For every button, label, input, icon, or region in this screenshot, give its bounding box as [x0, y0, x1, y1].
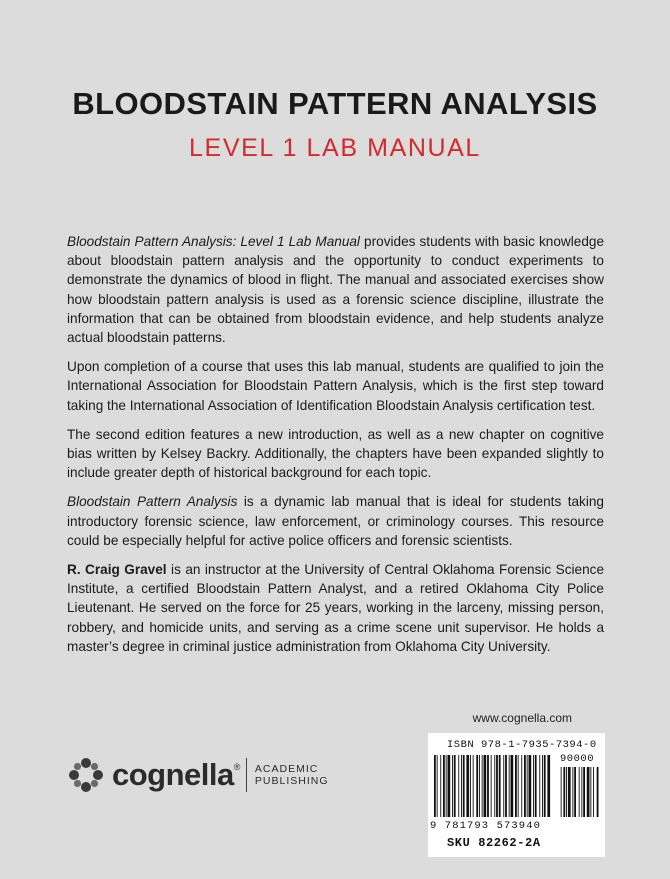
barcode-bar — [544, 755, 546, 817]
barcode-bar — [505, 755, 507, 817]
addon-bar — [574, 767, 576, 817]
barcode-bar — [482, 755, 483, 817]
author-name: R. Craig Gravel — [67, 562, 167, 578]
addon-bar — [597, 767, 599, 817]
addon-bar — [572, 767, 573, 817]
barcode-bar — [529, 755, 532, 817]
addon-number: 90000 — [560, 753, 595, 765]
addon-bar — [566, 767, 567, 817]
isbn-text: ISBN 978-1-7935-7394-0 — [447, 739, 597, 751]
publisher-logo — [66, 755, 329, 795]
barcode-bar — [521, 755, 522, 817]
barcode-bar — [487, 755, 489, 817]
barcode-bar — [496, 755, 498, 817]
barcode-bar — [547, 755, 550, 817]
book-subtitle: LEVEL 1 LAB MANUAL — [189, 134, 481, 162]
barcode-bar — [509, 755, 510, 817]
imprint — [255, 763, 329, 787]
barcode-bar — [494, 755, 495, 817]
cognella-flower-icon — [66, 755, 106, 795]
barcode-bar — [515, 755, 517, 817]
barcode-bar — [452, 755, 453, 817]
paragraph-1 — [67, 232, 604, 347]
barcode-bar — [458, 755, 459, 817]
book-title-italic: Bloodstain Pattern Analysis: Level 1 Lab Manual — [67, 234, 360, 249]
book-title-italic-2: Bloodstain Pattern Analysis — [67, 494, 238, 510]
addon-bar — [583, 767, 585, 817]
paragraph-4 — [67, 492, 604, 550]
barcode-bar — [533, 755, 534, 817]
barcode-bar — [463, 755, 465, 817]
barcode-bar — [539, 755, 540, 817]
barcode-bar — [542, 755, 543, 817]
barcode-bar — [479, 755, 480, 817]
barcode-bar — [524, 755, 526, 817]
logo-divider — [246, 758, 247, 792]
barcode-bar — [476, 755, 478, 817]
addon-bar — [563, 767, 565, 817]
book-title: BLOODSTAIN PATTERN ANALYSIS — [72, 86, 598, 121]
barcode-bar — [473, 755, 474, 817]
description-text — [67, 232, 604, 666]
barcode-bar — [446, 755, 447, 817]
ean-digits: 9 781793 573940 — [430, 820, 542, 832]
sku-text: SKU 82262-2A — [447, 836, 541, 850]
addon-bar — [587, 767, 590, 817]
addon-bar — [579, 767, 580, 817]
barcode-bar — [527, 755, 528, 817]
addon-bar — [568, 767, 571, 817]
addon-bar — [561, 767, 562, 817]
author-bio — [67, 560, 604, 656]
barcode-bar — [491, 755, 492, 817]
barcode-bar — [470, 755, 471, 817]
registered-mark: ® — [233, 762, 240, 772]
barcode-bar — [511, 755, 514, 817]
barcode-bar — [484, 755, 487, 817]
barcode-bar — [518, 755, 519, 817]
barcode-bar — [535, 755, 537, 817]
cognella-wordmark — [112, 757, 240, 793]
barcode-bar — [443, 755, 445, 817]
barcode-bar — [454, 755, 456, 817]
barcode-bar — [461, 755, 462, 817]
barcode-bar — [437, 755, 438, 817]
barcode-bar — [440, 755, 441, 817]
paragraph-4-text: is a dynamic lab manual that is ideal for students taking introductory forensic science, law enforcement, or criminology courses. This resource could be especially helpful for active police officers and forensic scientists. — [67, 494, 604, 548]
imprint-line-2: PUBLISHING — [254, 775, 329, 787]
barcode-bar — [434, 755, 436, 817]
barcode-bar — [499, 755, 501, 817]
addon-bar — [581, 767, 582, 817]
barcode-box — [428, 733, 605, 857]
paragraph-1-text: provides students with basic knowledge about bloodstain pattern analysis and the opportunity to conduct experiments to demonstrate the dynamics of blood in flight. The manual and associated exercises show how bloodstain pattern analysis is used as a forensic science discipline, illustrate the information that can be obtained from bloodstain evidence, and help students analyze actual bloodstain patterns. — [67, 234, 605, 346]
imprint-line-1: ACADEMIC — [254, 763, 319, 775]
publisher-url[interactable]: www.cognella.com — [472, 711, 572, 725]
barcode-bar — [466, 755, 469, 817]
barcode-bar — [503, 755, 504, 817]
addon-bar — [593, 767, 594, 817]
paragraph-2: Upon completion of a course that uses this lab manual, students are qualified to join the International Association for Bloodstain Pattern Analysis, which is the first step toward taking the International Association of Identification Bloodstain Analysis certification test. — [67, 359, 604, 413]
author-bio-text: is an instructor at the University of Central Oklahoma Forensic Science Institute, a certified Bloodstain Pattern Analyst, and a retired Oklahoma City Police Lieutenant. He served on the force for 25 years, working in the larceny, missing person, robbery, and homicide units, and serving as a crime scene unit supervisor. He holds a master’s degree in criminal justice administration from Oklahoma City University. — [67, 562, 605, 654]
wordmark-text: cognella — [112, 757, 234, 792]
barcode-bar — [448, 755, 451, 817]
addon-bar — [590, 767, 591, 817]
paragraph-3: The second edition features a new introduction, as well as a new chapter on cognitive bias written by Kelsey Backry. Additionally, the chapters have been expanded slightly to include greater depth of historical background for each topic. — [67, 426, 604, 481]
